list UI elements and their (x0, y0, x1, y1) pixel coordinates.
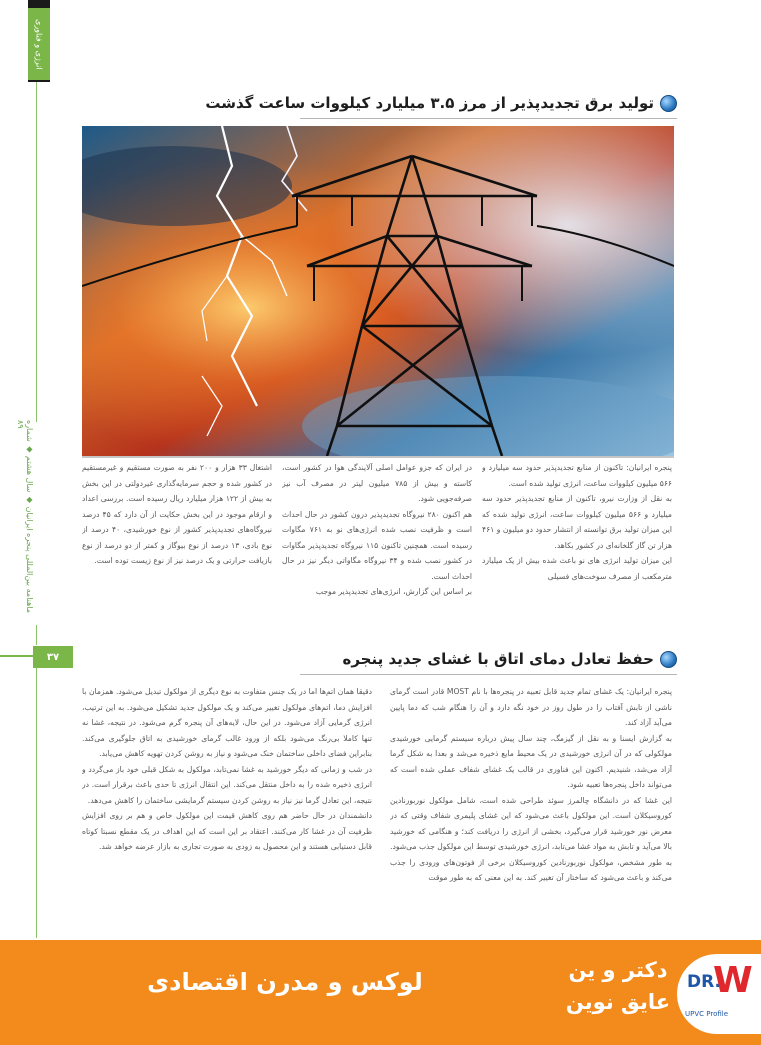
power-tower-photo (82, 126, 674, 458)
margin-rule-top (36, 82, 37, 422)
logo-subtitle: UPVC Profile (685, 1010, 729, 1018)
margin-rule-bottom (36, 668, 37, 938)
bullet-icon (660, 95, 677, 112)
issue-caption: ماهنامه بین‌المللی پنجره ایرانیان ◆ سال هشتم ◆ شماره ۸۹ (16, 420, 34, 614)
logo-w-text: W (713, 960, 753, 1001)
article2-title: حفظ تعادل دمای اتاق با غشای جدید پنجره (342, 650, 654, 668)
article1-column-middle: در ایران که جزو عوامل اصلی آلایندگی هوا در کشور است، کاسته و بیش از ۷۸۵ میلیون لیتر در مصرف آب نیز صرفه‌جویی شود. هم اکنون ۲۸۰ نیروگاه تجدیدپذیر درون کشور در حال احداث است و ظرفیت نصب شده انرژی‌های نو به ۷۶۱ مگاوات رسیده است. همچنین تاکنون ۱۱۵ نیروگاه تجدیدپذیر مگاوات در کشور نصب شده و ۳۴ نیروگاه مگاواتی دیگر نیز در حال احداث است. بر اساس این گزارش، انرژی‌های تجدیدپذیر موجب (282, 463, 472, 596)
drwin-logo (677, 954, 761, 1034)
page-number: ۳۷ (33, 646, 73, 668)
side-tab-label: انرژی و فناوری (34, 18, 44, 70)
article1-header (205, 92, 677, 114)
power-tower-illustration (82, 126, 674, 456)
article2-column-left: دقیقا همان اتم‌ها اما در یک جنس متفاوت به نوع دیگری از مولکول تبدیل می‌شود. همزمان با افزایش دما، اتم‌های مولکول تغییر می‌کند و یک مولکول جدید تشکیل می‌شود. به این ترتیب، انرژی گرمایی آزاد می‌شود. در این حال، لایه‌های آن پنجره گرم می‌شود. در نتیجه، غشا نه تنها کاملا بی‌رنگ می‌شود بلکه از ورود غالب گرمای خورشیدی به اتاق جلوگیری می‌کند. بنابراین فضای داخلی ساختمان خنک می‌شود و نیاز به روشن کردن تهویه کاهش می‌یابد. در شب و زمانی که دیگر خورشید به غشا نمی‌تابد، مولکول به شکل قبلی خود باز می‌گردد و انرژی ذخیره شده را به داخل منتقل می‌کند. این انتقال انرژی تا حدی باعث برقرار است. در نتیجه، این تعادل گرما نیز نیاز به روشن کردن سیستم گرمایشی ساختمان را کاهش می‌دهد. دانشمندان در حال حاضر هم روی کاهش قیمت این مولکول خاص و هم بر روی افزایش ظرفیت آن در غشا کار می‌کنند. اعتقاد بر این است که این اهداف در یک مقطع نسبتا کوتاه قابل دستیابی هستند و این محصول به زودی به صورت تجاری به بازار عرضه خواهد شد. (82, 687, 372, 851)
bullet-icon (660, 651, 677, 668)
article2-column-right: پنجره ایرانیان: یک غشای تمام جدید قابل تعبیه در پنجره‌ها با نام MOST قادر است گرمای ناشی از تابش آفتاب را در طول روز در خود نگه دارد و آن را هنگام شب که دما پایین می‌آید آزاد کند. به گزارش ایسنا و به نقل از گیزمگ، چند سال پیش درباره سیستم گرمایی خورشیدی مولکولی که در آن انرژی خورشیدی در یک محیط مایع ذخیره می‌شد و بعدا به شکل گرما آزاد می‌شد، شنیدیم. اکنون این فناوری در قالب یک غشای شفاف عملی شده است که می‌تواند داخل پنجره‌ها تعبیه شود. این غشا که در دانشگاه چالمرز سوئد طراحی شده است، شامل مولکول نوربورنادین کوروسیکلان است. این مولکول باعث می‌شود که این غشای پلیمری شفاف وقتی که در معرض نور خورشید قرار می‌گیرد، بخشی از انرژی را دریافت کند؛ و هنگامی که خورشید بالا می‌آید و تابش به مواد غشا می‌تابد، انرژی خورشیدی توسط این مولکول جذب می‌شود. به طور مشخص، مولکول نوربورنادین کوروسیکلان برخی از فوتون‌های ورودی را جذب می‌کند و باعث می‌شود که ساختار آن تغییر کند. به این معنی که به طور موقت (390, 687, 672, 882)
article2-header (342, 648, 677, 670)
brand-subname: عایق نوین (565, 990, 671, 1014)
article2-rule (300, 674, 677, 675)
article1-column-right: پنجره ایرانیان: تاکنون از منابع تجدیدپذیر حدود سه میلیارد و ۵۶۶ میلیون کیلووات ساعت، انرژی تولید شده است. به نقل از وزارت نیرو، تاکنون از منابع تجدیدپذیر حدود سه میلیارد و ۵۶۶ میلیون کیلووات ساعت، انرژی تولید شده که این میزان تولید برق توانسته از انتشار حدود دو میلیون و ۴۶۱ هزار تن گاز گلخانه‌ای در کشور بکاهد. این میزان تولید انرژی های نو باعث شده بیش از یک میلیارد مترمکعب از مصرف سوخت‌های فسیلی (482, 463, 672, 581)
article1-rule (300, 118, 677, 119)
article1-column-left: اشتغال ۳۳ هزار و ۲۰۰ نفر به صورت مستقیم و غیرمستقیم در کشور شده و حجم سرمایه‌گذاری غیردولتی در این بخش به بیش از ۱۲۲ هزار میلیارد ریال رسیده است. بررسی اعداد و ارقام موجود در این بخش حکایت از آن دارد که ۴۵ درصد نیروگاه‌های تجدیدپذیر کشور از نوع خورشیدی، ۴۰ درصد از نوع بادی، ۱۳ درصد از نوع بیوگاز و کمتر از دو درصد از نوع بازیافت حرارتی و یک درصد نیز از نوع زیست توده است. (82, 463, 272, 565)
brand-name: دکتر و ین (568, 958, 668, 982)
footer-slogan: لوکس و مدرن اقتصادی (147, 968, 423, 996)
article1-title: تولید برق تجدیدپذیر از مرز ۳.۵ میلیارد کیلووات ساعت گذشت (205, 94, 654, 112)
page-number-rule (0, 655, 36, 657)
margin-rule-mid (36, 625, 37, 645)
logo-dr-text: DR. (687, 972, 721, 992)
